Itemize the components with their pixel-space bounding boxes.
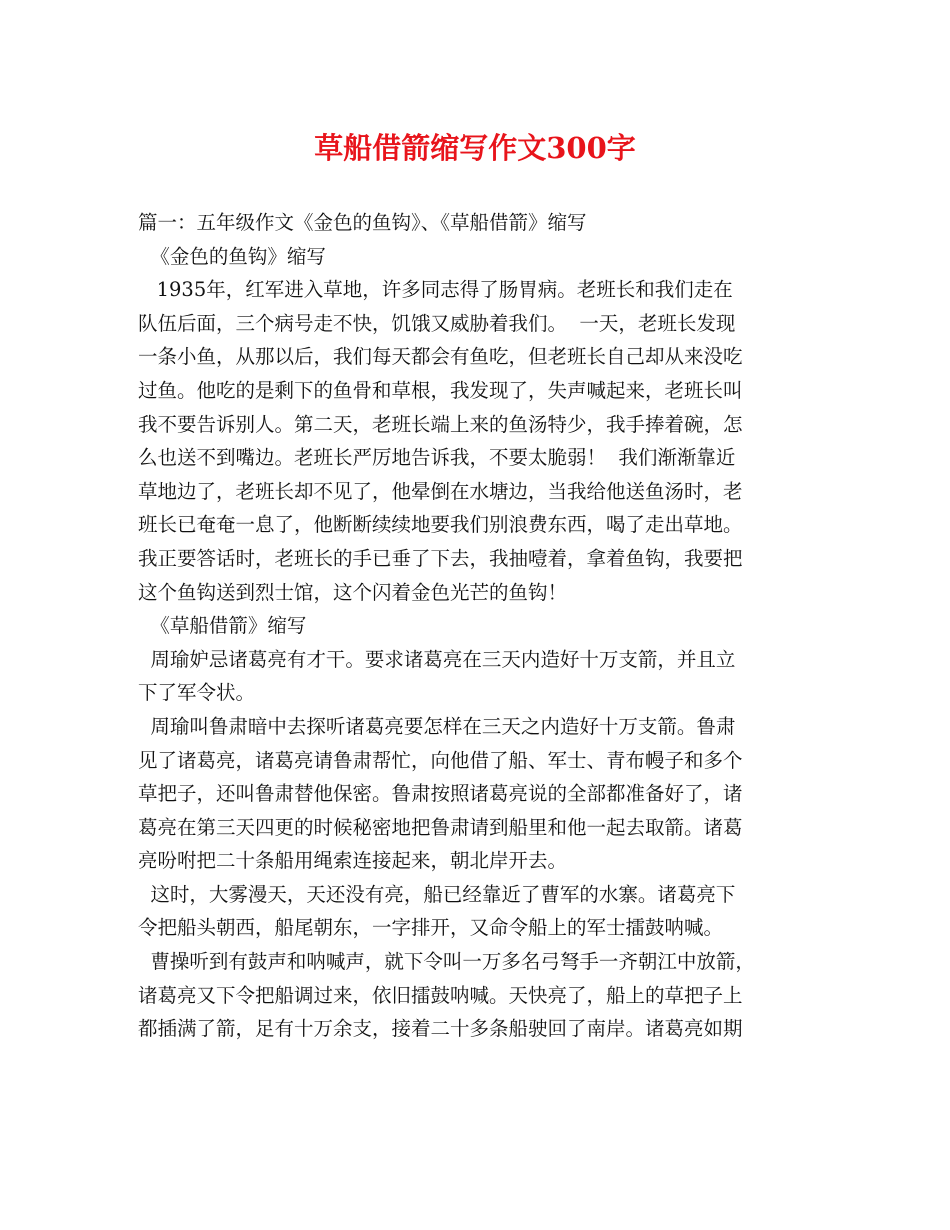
text-line: 过鱼。他吃的是剩下的鱼骨和草根，我发现了，失声喊起来，老班长叫 [138, 378, 743, 402]
text-line: 这个鱼钩送到烈士馆，这个闪着金色光芒的鱼钩！ [138, 580, 568, 604]
text-line: 1935年，红军进入草地，许多同志得了肠胃病。老班长和我们走在 [138, 278, 733, 302]
text-line: 我不要告诉别人。第二天，老班长端上来的鱼汤特少，我手捧着碗，怎 [138, 412, 743, 436]
text-line: 亮吩咐把二十条船用绳索连接起来，朝北岸开去。 [138, 849, 568, 873]
text-line: 班长已奄奄一息了，他断断续续地要我们别浪费东西，喝了走出草地。 [138, 513, 743, 537]
text-line: 周瑜妒忌诸葛亮有才干。要求诸葛亮在三天内造好十万支箭，并且立 [138, 647, 736, 671]
text-line: 一条小鱼，从那以后，我们每天都会有鱼吃，但老班长自己却从来没吃 [138, 345, 743, 369]
text-line: 我正要答话时，老班长的手已垂了下去，我抽噎着，拿着鱼钩，我要把 [138, 546, 743, 570]
text-line: 《金色的鱼钩》缩写 [138, 244, 326, 268]
text-line: 这时，大雾漫天，天还没有亮，船已经靠近了曹军的水寨。诸葛亮下 [138, 882, 736, 906]
text-line: 令把船头朝西，船尾朝东，一字排开，又命令船上的军士擂鼓呐喊。 [138, 916, 724, 940]
text-line: 篇一：五年级作文《金色的鱼钩》、《草船借箭》缩写 [138, 211, 587, 234]
document-body [138, 206, 828, 1046]
text-line: 么也送不到嘴边。老班长严厉地告诉我，不要太脆弱！ 我们渐渐靠近 [138, 446, 736, 470]
text-line: 葛亮在第三天四更的时候秘密地把鲁肃请到船里和他一起去取箭。诸葛 [138, 815, 743, 839]
text-line: 《草船借箭》缩写 [138, 614, 307, 638]
text-line: 诸葛亮又下令把船调过来，依旧擂鼓呐喊。天快亮了，船上的草把子上 [138, 983, 743, 1007]
text-line: 见了诸葛亮，诸葛亮请鲁肃帮忙，向他借了船、军士、青布幔子和多个 [138, 748, 743, 772]
text-line: 队伍后面，三个病号走不快，饥饿又威胁着我们。 一天，老班长发现 [138, 311, 736, 335]
text-line: 下了军令状。 [138, 681, 256, 705]
text-line: 草把子，还叫鲁肃替他保密。鲁肃按照诸葛亮说的全部都准备好了，诸 [138, 782, 743, 806]
text-line: 都插满了箭，足有十万余支，接着二十多条船驶回了南岸。诸葛亮如期 [138, 1017, 743, 1041]
text-line: 曹操听到有鼓声和呐喊声，就下令叫一万多名弓弩手一齐朝江中放箭， [138, 950, 755, 974]
text-line: 草地边了，老班长却不见了，他晕倒在水塘边，当我给他送鱼汤时，老 [138, 479, 743, 503]
text-line: 周瑜叫鲁肃暗中去探听诸葛亮要怎样在三天之内造好十万支箭。鲁肃 [138, 714, 736, 738]
document-title: 草船借箭缩写作文300字 [314, 131, 636, 165]
